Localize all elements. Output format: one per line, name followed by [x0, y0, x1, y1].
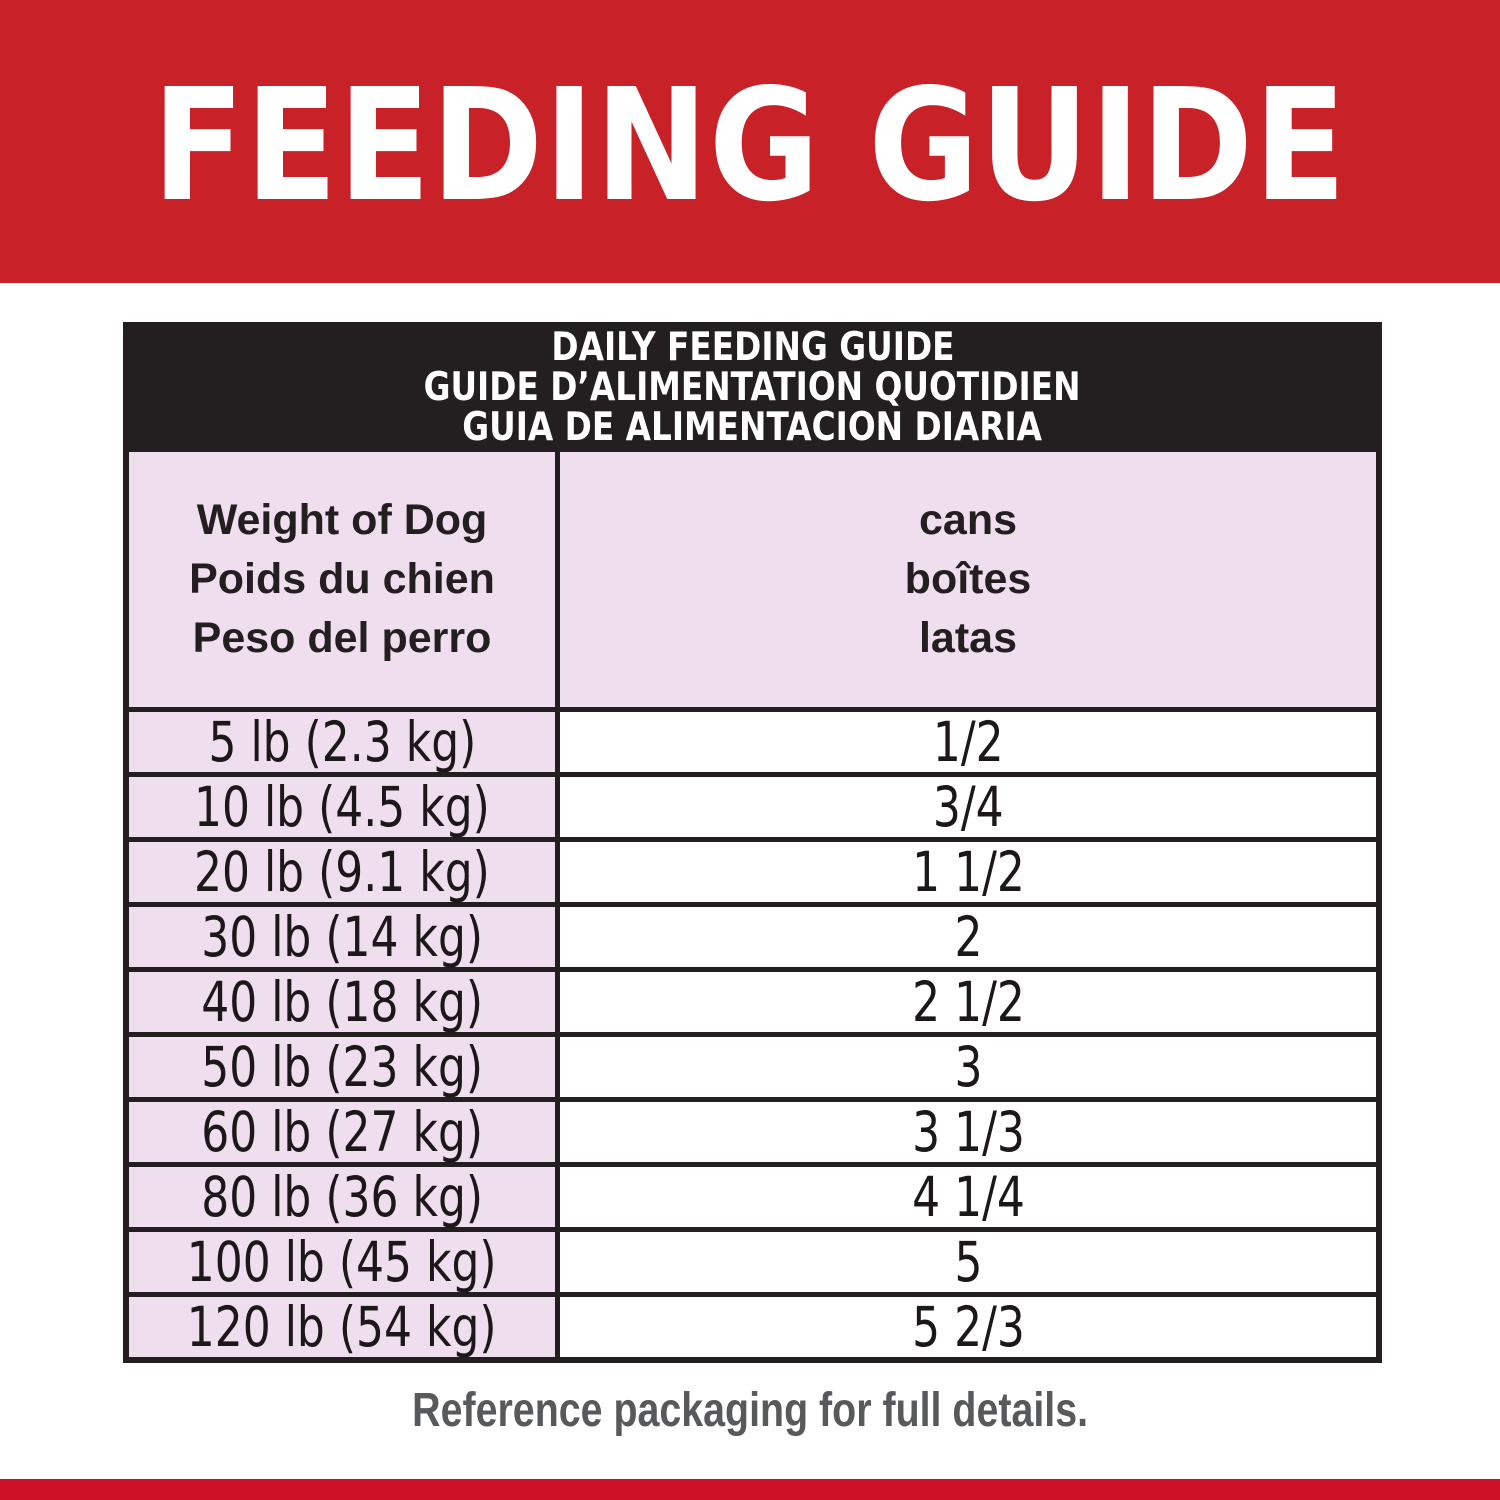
- cans-column-header: [560, 452, 1376, 707]
- footer-note: [0, 1385, 1500, 1438]
- cans-value: 1 1/2: [911, 839, 1025, 904]
- cans-cell: [560, 1294, 1376, 1359]
- weight-value: 80 lb (36 kg): [201, 1164, 483, 1229]
- weight-cell: [129, 839, 560, 904]
- cans-header-fr: boîtes: [904, 555, 1032, 603]
- weight-header-en: Weight of Dog: [196, 496, 488, 544]
- table-row: [129, 1292, 1376, 1357]
- table-row: [129, 1097, 1376, 1162]
- cans-cell: [560, 1034, 1376, 1099]
- cans-cell: [560, 1164, 1376, 1229]
- table-row: [129, 1227, 1376, 1292]
- weight-value: 120 lb (54 kg): [187, 1294, 497, 1359]
- weight-column-header: [129, 452, 560, 707]
- weight-cell: [129, 774, 560, 839]
- table-row: [129, 837, 1376, 902]
- table-row: [129, 902, 1376, 967]
- weight-cell: [129, 1164, 560, 1229]
- weight-value: 40 lb (18 kg): [201, 969, 483, 1034]
- cans-cell: [560, 774, 1376, 839]
- cans-cell: [560, 1229, 1376, 1294]
- table-row: [129, 772, 1376, 837]
- weight-cell: [129, 709, 560, 774]
- table-row: [129, 1032, 1376, 1097]
- weight-cell: [129, 969, 560, 1034]
- weight-cell: [129, 1294, 560, 1359]
- page-title: FEEDING GUIDE: [152, 55, 1348, 236]
- weight-value: 20 lb (9.1 kg): [194, 839, 490, 904]
- weight-value: 10 lb (4.5 kg): [194, 774, 490, 839]
- table-title-fr: GUIDE D’ALIMENTATION QUOTIDIEN: [424, 364, 1081, 410]
- table-row: [129, 967, 1376, 1032]
- weight-cell: [129, 1099, 560, 1164]
- cans-cell: [560, 1099, 1376, 1164]
- weight-header-es: Peso del perro: [192, 614, 492, 662]
- cans-value: 2 1/2: [911, 969, 1025, 1034]
- weight-value: 5 lb (2.3 kg): [208, 709, 476, 774]
- table-title-bar: [129, 324, 1376, 450]
- cans-value: 3: [954, 1034, 982, 1099]
- weight-header-fr: Poids du chien: [189, 555, 495, 603]
- cans-value: 3 1/3: [911, 1099, 1025, 1164]
- bottom-red-strip: [0, 1479, 1500, 1500]
- cans-value: 1/2: [932, 709, 1004, 774]
- table-row: [129, 1162, 1376, 1227]
- table-title-es: GUIA DE ALIMENTACION DIARIA: [462, 404, 1043, 450]
- table-title-en: DAILY FEEDING GUIDE: [550, 324, 955, 370]
- cans-value: 3/4: [932, 774, 1004, 839]
- weight-value: 30 lb (14 kg): [201, 904, 483, 969]
- weight-value: 100 lb (45 kg): [187, 1229, 497, 1294]
- cans-value: 2: [954, 904, 982, 969]
- cans-cell: [560, 969, 1376, 1034]
- weight-cell: [129, 1229, 560, 1294]
- cans-value: 5 2/3: [911, 1294, 1025, 1359]
- cans-cell: [560, 904, 1376, 969]
- cans-header-en: cans: [918, 496, 1017, 544]
- table-row: [129, 707, 1376, 772]
- column-header-row: [129, 447, 1376, 707]
- daily-feeding-guide-table: [123, 322, 1382, 1363]
- cans-value: 4 1/4: [911, 1164, 1025, 1229]
- cans-cell: [560, 839, 1376, 904]
- cans-cell: [560, 709, 1376, 774]
- weight-value: 60 lb (27 kg): [201, 1099, 483, 1164]
- top-banner: [0, 0, 1500, 283]
- weight-value: 50 lb (23 kg): [201, 1034, 483, 1099]
- cans-header-es: latas: [918, 614, 1017, 662]
- weight-cell: [129, 1034, 560, 1099]
- cans-value: 5: [954, 1229, 982, 1294]
- weight-cell: [129, 904, 560, 969]
- footer-note-text: Reference packaging for full details.: [412, 1384, 1088, 1437]
